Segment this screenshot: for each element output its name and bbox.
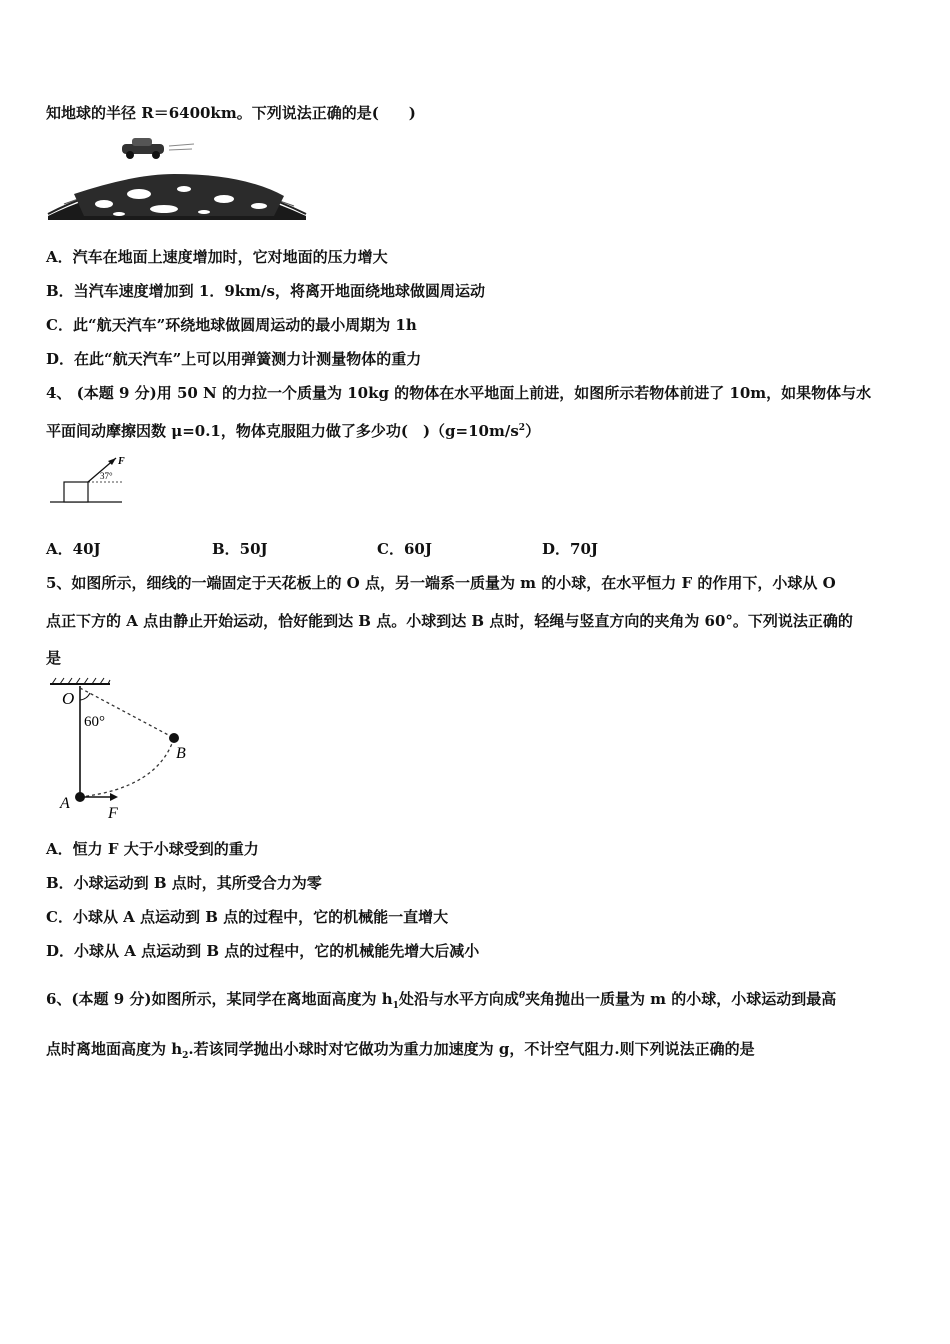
force-label: F — [118, 456, 125, 467]
q3-option-b: B．当汽车速度增加到 1．9km/s，将离开地面绕地球做圆周运动 — [46, 282, 485, 300]
q4-option-d: D．70J — [542, 540, 598, 558]
q5-option-a: A．恒力 F 大于小球受到的重力 — [46, 840, 259, 858]
q4-option-c: C．60J — [377, 540, 432, 558]
pendulum-figure — [48, 676, 198, 822]
q3-option-a: A．汽车在地面上速度增加时，它对地面的压力增大 — [46, 248, 388, 266]
theta-symbol: θ — [518, 991, 525, 1001]
q6-line-2: 点时离地面高度为 $h_2$.若该同学抛出小球时对它做功为重力加速度为 g，不计空气阻力.则下列说法正确的是 — [46, 1040, 755, 1061]
point-b-label: B — [176, 745, 186, 762]
force-f-label: F — [108, 805, 118, 822]
angle-label: 37° — [100, 471, 113, 481]
q6-line-1: 6、(本题 9 分)如图所示，某同学在离地面高度为 $h_1$处沿与水平方向成$^\theta$夹角抛出一质量为 m 的小球，小球运动到最高 — [46, 990, 837, 1011]
q4-option-b: B．50J — [212, 540, 268, 558]
q3-stem-tail: 知地球的半径 R＝6400km。下列说法正确的是( ) — [46, 104, 416, 122]
q5-line-2: 点正下方的 A 点由静止开始运动，恰好能到达 B 点。小球到达 B 点时，轻绳与竖直方向的夹角为 60°。下列说法正确的 — [46, 612, 853, 630]
q5-line-3: 是 — [46, 649, 62, 667]
q5-option-d: D．小球从 A 点运动到 B 点的过程中，它的机械能先增大后减小 — [46, 942, 480, 960]
q4-option-a: A．40J — [46, 540, 101, 558]
point-o-label: O — [62, 689, 75, 708]
angle-60-label: 60° — [84, 714, 105, 730]
q5-option-c: C．小球从 A 点运动到 B 点的过程中，它的机械能一直增大 — [46, 908, 449, 926]
q5-line-1: 5、如图所示，细线的一端固定于天花板上的 O 点，另一端系一质量为 m 的小球，在水平恒力 F 的作用下，小球从 O — [46, 574, 836, 592]
q4-line-2: 平面间动摩擦因数 μ=0.1，物体克服阻力做了多少功( )$(g=10m/s^2)$ — [46, 422, 541, 440]
point-a-label: A — [60, 795, 70, 812]
earth-car-figure — [44, 134, 310, 224]
block-force-figure — [48, 452, 128, 506]
q3-option-c: C．此“航天汽车”环绕地球做圆周运动的最小周期为 1h — [46, 316, 417, 334]
q4-line-1: 4、 (本题 9 分)用 50 N 的力拉一个质量为 10kg 的物体在水平地面上前进，如图所示若物体前进了 10m，如果物体与水 — [46, 384, 872, 402]
q5-option-b: B．小球运动到 B 点时，其所受合力为零 — [46, 874, 322, 892]
car-icon — [122, 138, 194, 159]
q3-option-d: D．在此“航天汽车”上可以用弹簧测力计测量物体的重力 — [46, 350, 422, 368]
